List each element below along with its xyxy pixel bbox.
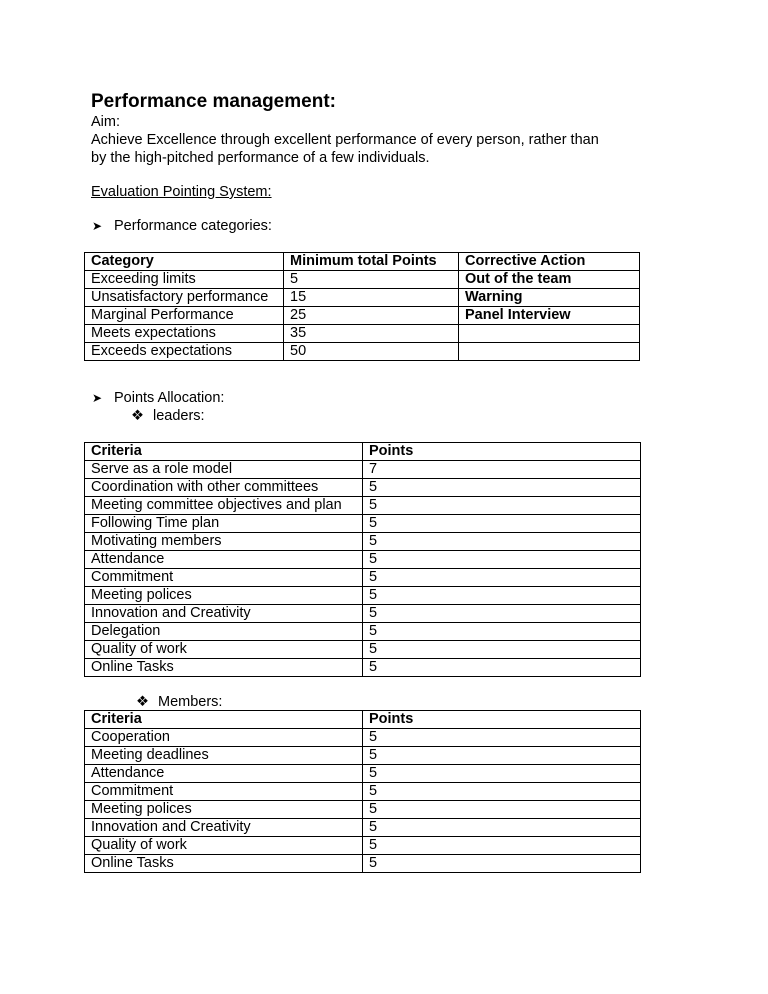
points-cell: 5 <box>363 801 641 819</box>
table-row <box>85 497 641 515</box>
criteria-cell: Following Time plan <box>85 515 363 533</box>
points-cell: 5 <box>363 729 641 747</box>
criteria-cell: Delegation <box>85 623 363 641</box>
criteria-cell: Meeting deadlines <box>85 747 363 765</box>
table-row <box>85 783 641 801</box>
criteria-cell: Motivating members <box>85 533 363 551</box>
category-cell: Exceeds expectations <box>85 343 284 361</box>
points-cell: 5 <box>363 587 641 605</box>
aim-text <box>91 131 651 167</box>
points-cell: 5 <box>363 747 641 765</box>
criteria-cell: Quality of work <box>85 837 363 855</box>
table-row <box>85 855 641 873</box>
aim-label: Aim: <box>91 114 120 130</box>
points-cell: 5 <box>363 855 641 873</box>
points-cell: 5 <box>363 479 641 497</box>
table-row <box>85 515 641 533</box>
table-row <box>85 765 641 783</box>
leaders-label: leaders: <box>153 408 205 424</box>
points-cell: 5 <box>363 659 641 677</box>
aim-line: by the high-pitched performance of a few individuals. <box>91 150 430 166</box>
points-allocation-label: Points Allocation: <box>114 390 225 406</box>
column-header: Category <box>85 253 284 271</box>
points-cell: 5 <box>363 765 641 783</box>
column-header: Points <box>363 443 641 461</box>
criteria-cell: Serve as a role model <box>85 461 363 479</box>
points-cell: 5 <box>363 551 641 569</box>
table-row <box>85 461 641 479</box>
points-cell: 7 <box>363 461 641 479</box>
table-row <box>85 479 641 497</box>
points-cell: 5 <box>363 623 641 641</box>
points-cell: 5 <box>363 819 641 837</box>
action-cell <box>459 325 640 343</box>
column-header: Criteria <box>85 443 363 461</box>
leaders-subheading <box>131 407 205 425</box>
table-header-row <box>85 711 641 729</box>
table-row <box>85 289 640 307</box>
table-row <box>85 819 641 837</box>
table-row <box>85 605 641 623</box>
performance-categories-label: Performance categories: <box>114 218 272 234</box>
leaders-table <box>84 442 641 677</box>
table-header-row <box>85 253 640 271</box>
points-cell: 5 <box>363 569 641 587</box>
categories-table <box>84 252 640 361</box>
action-cell: Warning <box>459 289 640 307</box>
points-cell: 25 <box>284 307 459 325</box>
members-table <box>84 710 641 873</box>
criteria-cell: Innovation and Creativity <box>85 605 363 623</box>
points-cell: 5 <box>363 533 641 551</box>
criteria-cell: Online Tasks <box>85 855 363 873</box>
arrow-bullet-icon: ➤ <box>92 219 103 233</box>
aim-line: Achieve Excellence through excellent performance of every person, rather than <box>91 132 599 148</box>
action-cell: Panel Interview <box>459 307 640 325</box>
points-cell: 5 <box>363 605 641 623</box>
criteria-cell: Online Tasks <box>85 659 363 677</box>
points-cell: 5 <box>363 641 641 659</box>
points-allocation-bullet <box>92 389 224 407</box>
points-cell: 50 <box>284 343 459 361</box>
column-header: Minimum total Points <box>284 253 459 271</box>
members-subheading <box>136 693 222 711</box>
points-cell: 5 <box>363 837 641 855</box>
category-cell: Meets expectations <box>85 325 284 343</box>
criteria-cell: Innovation and Creativity <box>85 819 363 837</box>
category-cell: Marginal Performance <box>85 307 284 325</box>
points-cell: 5 <box>363 497 641 515</box>
table-row <box>85 837 641 855</box>
points-cell: 15 <box>284 289 459 307</box>
criteria-cell: Commitment <box>85 783 363 801</box>
column-header: Points <box>363 711 641 729</box>
arrow-bullet-icon: ➤ <box>92 391 103 405</box>
table-row <box>85 569 641 587</box>
points-cell: 5 <box>363 783 641 801</box>
table-row <box>85 343 640 361</box>
table-row <box>85 271 640 289</box>
table-row <box>85 551 641 569</box>
performance-categories-bullet <box>92 217 272 235</box>
section-heading: Evaluation Pointing System: <box>91 184 272 200</box>
column-header: Corrective Action <box>459 253 640 271</box>
table-row <box>85 729 641 747</box>
members-label: Members: <box>158 694 223 710</box>
criteria-cell: Quality of work <box>85 641 363 659</box>
table-row <box>85 641 641 659</box>
column-header: Criteria <box>85 711 363 729</box>
action-cell: Out of the team <box>459 271 640 289</box>
diamond-bullet-icon: ❖ <box>131 408 144 424</box>
points-cell: 5 <box>284 271 459 289</box>
category-cell: Unsatisfactory performance <box>85 289 284 307</box>
action-cell <box>459 343 640 361</box>
criteria-cell: Meeting polices <box>85 801 363 819</box>
criteria-cell: Coordination with other committees <box>85 479 363 497</box>
diamond-bullet-icon: ❖ <box>136 694 149 710</box>
table-row <box>85 587 641 605</box>
table-row <box>85 801 641 819</box>
category-cell: Exceeding limits <box>85 271 284 289</box>
table-row <box>85 623 641 641</box>
points-cell: 35 <box>284 325 459 343</box>
criteria-cell: Cooperation <box>85 729 363 747</box>
table-row <box>85 533 641 551</box>
criteria-cell: Attendance <box>85 551 363 569</box>
points-cell: 5 <box>363 515 641 533</box>
page-title: Performance management: <box>91 91 336 112</box>
criteria-cell: Commitment <box>85 569 363 587</box>
table-row <box>85 659 641 677</box>
table-row <box>85 325 640 343</box>
criteria-cell: Meeting polices <box>85 587 363 605</box>
table-header-row <box>85 443 641 461</box>
criteria-cell: Meeting committee objectives and plan <box>85 497 363 515</box>
criteria-cell: Attendance <box>85 765 363 783</box>
table-row <box>85 307 640 325</box>
table-row <box>85 747 641 765</box>
